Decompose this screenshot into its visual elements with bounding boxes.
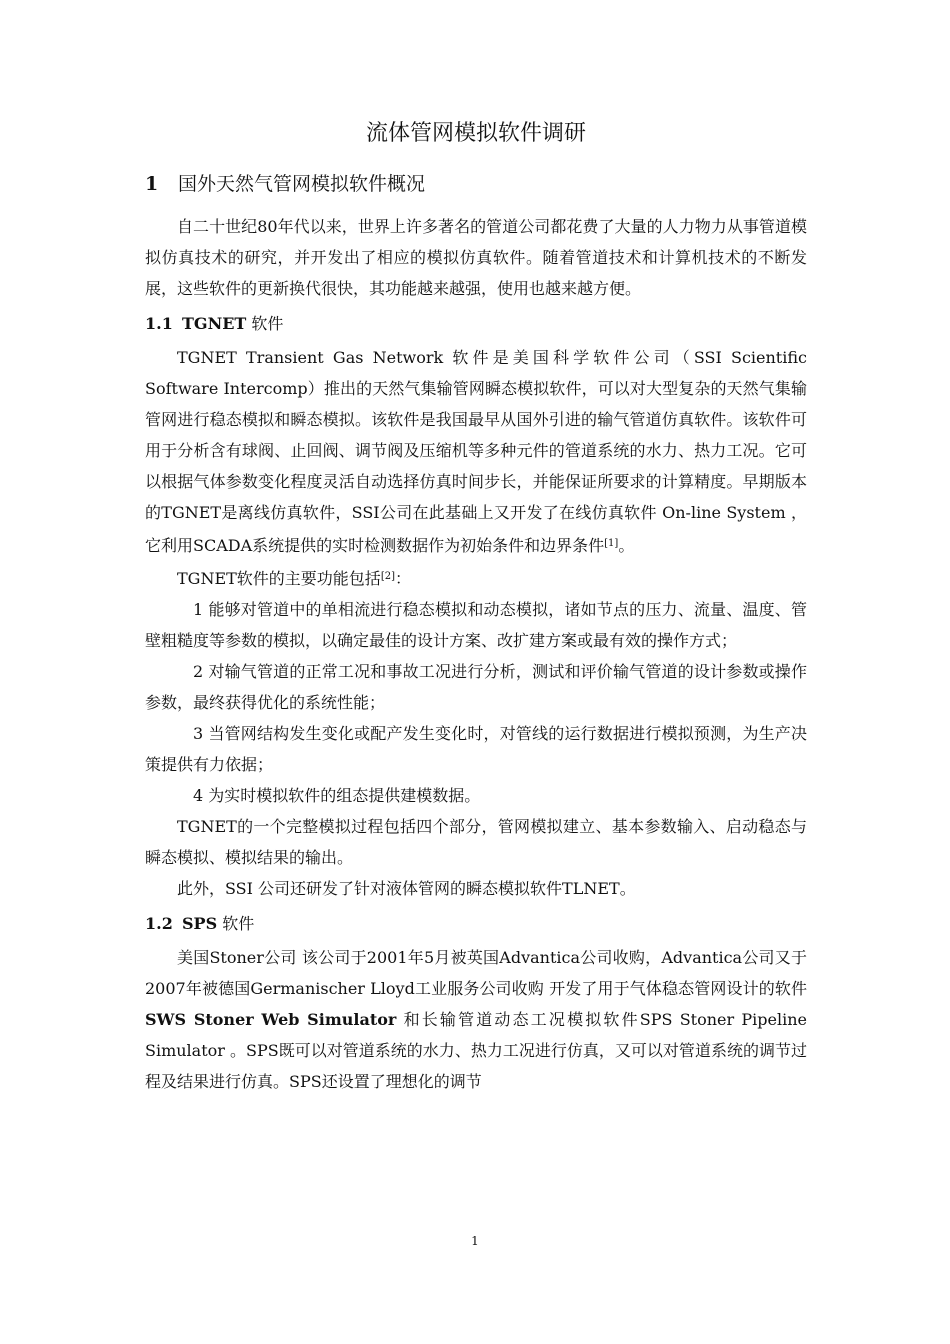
list-item: 2 对输气管道的正常工况和事故工况进行分析，测试和评价输气管道的设计参数或操作参数，最终获得优化的系统性能； bbox=[145, 662, 807, 712]
section-number: 1 bbox=[145, 173, 159, 195]
section-1-1-heading bbox=[145, 310, 807, 338]
tlnet-paragraph: 此外，SSI 公司还研发了针对液体管网的瞬态模拟软件TLNET。 bbox=[177, 879, 636, 898]
page-content bbox=[145, 117, 807, 1097]
functions-intro bbox=[145, 561, 807, 594]
intro-paragraph: 自二十世纪80年代以来，世界上许多著名的管道公司都花费了大量的人力物力从事管道模拟仿真技术的研究，并开发出了相应的模拟仿真软件。随着管道技术和计算机技术的不断发展，这些软件的更新换代很快，其功能越来越强，使用也越来越方便。 bbox=[145, 217, 807, 298]
section-1-heading bbox=[145, 169, 807, 199]
citation: [2] bbox=[380, 571, 395, 582]
tgnet-paragraph bbox=[145, 342, 807, 561]
sps-text-cont: 和长输管道动态工况模拟软件SPS Stoner Pipeline Simulator 。SPS既可以对管道系统的水力、热力工况进行仿真，又可以对管道系统的调节过程及结果进行仿真。SPS还设置了理想化的调节 bbox=[145, 1010, 808, 1091]
functions-text: TGNET软件的主要功能包括 bbox=[177, 569, 381, 588]
page-number: 1 bbox=[471, 1234, 479, 1248]
section-number: 1.2 bbox=[145, 914, 173, 933]
section-name: SPS bbox=[182, 914, 218, 933]
document-title: 流体管网模拟软件调研 bbox=[365, 121, 586, 146]
functions-text-end: ： bbox=[394, 569, 411, 588]
section-name: TGNET bbox=[182, 314, 247, 333]
section-suffix: 软件 bbox=[251, 314, 284, 333]
sps-paragraph bbox=[145, 942, 807, 1097]
list-item: 3 当管网结构发生变化或配产发生变化时，对管线的运行数据进行模拟预测，为生产决策提供有力依据； bbox=[145, 724, 807, 774]
process-paragraph: TGNET的一个完整模拟过程包括四个部分，管网模拟建立、基本参数输入、启动稳态与瞬态模拟、模拟结果的输出。 bbox=[145, 817, 807, 867]
section-1-2-heading bbox=[145, 910, 807, 938]
section-title: 国外天然气管网模拟软件概况 bbox=[178, 173, 426, 195]
list-item: 4 为实时模拟软件的组态提供建模数据。 bbox=[193, 786, 481, 805]
sws-name: SWS Stoner Web Simulator bbox=[145, 1010, 397, 1029]
list-item: 1 能够对管道中的单相流进行稳态模拟和动态模拟，诸如节点的压力、流量、温度、管壁粗糙度等参数的模拟，以确定最佳的设计方案、改扩建方案或最有效的操作方式； bbox=[145, 600, 807, 650]
section-suffix: 软件 bbox=[222, 914, 255, 933]
sps-text: 美国Stoner公司 该公司于2001年5月被英国Advantica公司收购，Advantica公司又于2007年被德国Germanischer Lloyd工业服务公司收购 开发了用于气体稳态管网设计的软件 bbox=[145, 948, 807, 998]
tgnet-text: TGNET Transient Gas Network 软件是美国科学软件公司（SSI Scientific Software Intercomp）推出的天然气集输管网瞬态模拟软件，可以对大型复杂的天然气集输管网进行稳态模拟和瞬态模拟。该软件是我国最早从国外引进的输气管道仿真软件。该软件可用于分析含有球阀、止回阀、调节阀及压缩机等多种元件的管道系统的水力、热力工况。它可以根据气体参数变化程度灵活自动选择仿真时间步长，并能保证所要求的计算精度。早期版本的TGNET是离线仿真软件，SSI公司在此基础上又开发了在线仿真软件 On-line System ，它利用SCADA系统提供的实时检测数据作为初始条件和边界条件 bbox=[145, 348, 807, 555]
section-number: 1.1 bbox=[145, 314, 173, 333]
tgnet-text-end: 。 bbox=[618, 536, 635, 555]
citation: [1] bbox=[604, 538, 619, 549]
